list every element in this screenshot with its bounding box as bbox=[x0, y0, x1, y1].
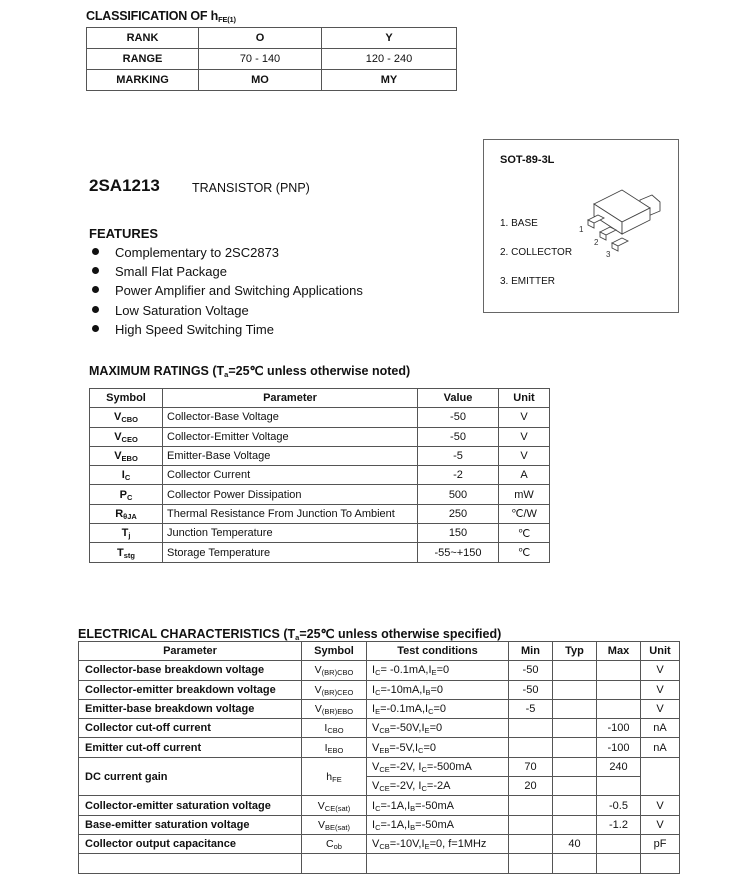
classification-row bbox=[87, 70, 457, 91]
characteristic-parameter: DC current gain bbox=[79, 757, 302, 796]
condition-variable: V bbox=[372, 741, 380, 754]
condition-subscript: C bbox=[375, 668, 381, 678]
characteristic-parameter: Emitter-base breakdown voltage bbox=[79, 699, 302, 718]
condition-variable: V bbox=[372, 780, 380, 793]
rating-value: -5 bbox=[418, 446, 499, 465]
empty-cell bbox=[79, 854, 302, 873]
condition-subscript: C bbox=[375, 687, 381, 697]
electrical-row bbox=[79, 815, 680, 834]
typ-value bbox=[553, 680, 597, 699]
unit-value: nA bbox=[641, 738, 680, 757]
rating-unit: ℃ bbox=[499, 524, 550, 543]
classification-row bbox=[87, 28, 457, 49]
feature-text: High Speed Switching Time bbox=[115, 321, 274, 337]
max-ratings-row bbox=[90, 524, 550, 543]
rating-unit: ℃/W bbox=[499, 504, 550, 523]
condition-subscript: E bbox=[375, 707, 381, 717]
typ-value: 40 bbox=[553, 834, 597, 853]
symbol-letter: V bbox=[317, 799, 325, 812]
condition-variable: I bbox=[407, 818, 411, 831]
min-value bbox=[509, 719, 553, 738]
min-value: 70 bbox=[509, 757, 553, 776]
characteristic-symbol bbox=[302, 719, 367, 738]
min-value bbox=[509, 834, 553, 853]
electrical-row-partial bbox=[79, 854, 680, 873]
characteristic-parameter: Collector cut-off current bbox=[79, 719, 302, 738]
symbol-letter: I bbox=[324, 722, 328, 735]
max-ratings-row bbox=[90, 485, 550, 504]
electrical-title-suffix: =25℃ unless otherwise specified) bbox=[299, 627, 502, 641]
rating-unit: V bbox=[499, 446, 550, 465]
condition-subscript: E bbox=[424, 726, 430, 736]
part-number: 2SA1213 bbox=[89, 176, 160, 195]
classification-title-subscript: FE(1) bbox=[218, 15, 236, 24]
min-value bbox=[509, 815, 553, 834]
condition-value: =-10mA, bbox=[380, 683, 423, 696]
condition-variable: I bbox=[421, 722, 425, 735]
rating-unit: mW bbox=[499, 485, 550, 504]
condition-subscript: CE bbox=[379, 764, 390, 774]
condition-subscript: B bbox=[425, 687, 431, 697]
feature-text: Power Amplifier and Switching Applications bbox=[115, 283, 363, 299]
condition-subscript: CE bbox=[379, 784, 390, 794]
test-condition bbox=[367, 777, 509, 796]
max-ratings-row bbox=[90, 543, 550, 562]
rating-unit: A bbox=[499, 466, 550, 485]
symbol-letter: V bbox=[113, 411, 122, 424]
symbol-letter: V bbox=[317, 818, 325, 831]
features-title: FEATURES bbox=[89, 226, 159, 241]
characteristic-symbol bbox=[302, 738, 367, 757]
max-ratings-row bbox=[90, 466, 550, 485]
sot89-package-drawing bbox=[574, 178, 674, 268]
symbol-subscript: EBO bbox=[121, 454, 138, 464]
empty-cell bbox=[553, 854, 597, 873]
classification-row-label: RANGE bbox=[87, 49, 199, 70]
typ-value bbox=[553, 738, 597, 757]
condition-value: =0 bbox=[429, 722, 443, 735]
classification-rank-o-value: O bbox=[199, 28, 322, 49]
characteristic-symbol bbox=[302, 680, 367, 699]
condition-variable: V bbox=[372, 722, 380, 735]
condition-subscript: C bbox=[375, 822, 381, 832]
characteristic-symbol bbox=[302, 699, 367, 718]
condition-variable: I bbox=[372, 683, 376, 696]
max-ratings-row bbox=[90, 446, 550, 465]
condition-value: =-50mA bbox=[415, 818, 454, 831]
condition-subscript: CB bbox=[379, 842, 390, 852]
min-value: -5 bbox=[509, 699, 553, 718]
condition-subscript: CB bbox=[379, 726, 390, 736]
header-value: Value bbox=[418, 389, 499, 408]
max-value: -1.2 bbox=[597, 815, 641, 834]
symbol-subscript: C bbox=[126, 492, 133, 502]
max-ratings-title-subscript: a bbox=[224, 370, 229, 379]
condition-variable: I bbox=[422, 683, 426, 696]
condition-variable: I bbox=[421, 838, 425, 851]
characteristic-parameter: Base-emitter saturation voltage bbox=[79, 815, 302, 834]
rating-symbol bbox=[90, 485, 163, 504]
condition-subscript: C bbox=[428, 707, 434, 717]
condition-variable: I bbox=[414, 741, 419, 754]
typ-value bbox=[553, 699, 597, 718]
bullet-icon bbox=[92, 286, 99, 293]
condition-value: =-10V, bbox=[389, 838, 422, 851]
min-value bbox=[509, 796, 553, 815]
condition-value: =0 bbox=[423, 741, 436, 754]
symbol-letter: V bbox=[314, 664, 322, 677]
typ-value bbox=[553, 796, 597, 815]
electrical-title-text: ELECTRICAL CHARACTERISTICS (T bbox=[78, 627, 296, 641]
max-ratings-title-text: MAXIMUM RATINGS (T bbox=[89, 364, 225, 378]
unit-value: V bbox=[641, 815, 680, 834]
empty-cell bbox=[302, 854, 367, 873]
characteristic-symbol bbox=[302, 815, 367, 834]
min-value: 20 bbox=[509, 777, 553, 796]
condition-variable: I bbox=[407, 799, 411, 812]
feature-text: Low Saturation Voltage bbox=[115, 302, 249, 318]
condition-value: =-2V, bbox=[389, 780, 419, 793]
classification-rank-y-value: 120 - 240 bbox=[322, 49, 457, 70]
max-value bbox=[597, 699, 641, 718]
test-condition bbox=[367, 661, 509, 680]
condition-value: =0 bbox=[436, 664, 450, 677]
symbol-subscript: CBO bbox=[121, 415, 138, 425]
rating-parameter: Collector-Base Voltage bbox=[163, 408, 418, 427]
bullet-icon bbox=[92, 306, 99, 313]
pin-number-3: 3 bbox=[606, 250, 611, 259]
max-value bbox=[597, 777, 641, 796]
condition-subscript: C bbox=[421, 764, 427, 774]
feature-item bbox=[92, 245, 279, 260]
unit-value: nA bbox=[641, 719, 680, 738]
classification-table bbox=[86, 27, 457, 91]
characteristic-parameter: Collector-base breakdown voltage bbox=[79, 661, 302, 680]
rating-symbol bbox=[90, 504, 163, 523]
unit-value: V bbox=[641, 661, 680, 680]
rating-value: -50 bbox=[418, 427, 499, 446]
bullet-icon bbox=[92, 248, 99, 255]
condition-variable: I bbox=[418, 760, 422, 773]
max-value bbox=[597, 661, 641, 680]
unit-value: V bbox=[641, 796, 680, 815]
header-max: Max bbox=[597, 642, 641, 661]
bullet-icon bbox=[92, 267, 99, 274]
rating-parameter: Thermal Resistance From Junction To Ambient bbox=[163, 504, 418, 523]
pin-label-collector: 2. COLLECTOR bbox=[500, 247, 573, 258]
header-symbol: Symbol bbox=[302, 642, 367, 661]
feature-text: Small Flat Package bbox=[115, 264, 227, 280]
condition-variable: V bbox=[372, 838, 380, 851]
characteristic-parameter: Collector output capacitance bbox=[79, 834, 302, 853]
characteristic-parameter: Emitter cut-off current bbox=[79, 738, 302, 757]
electrical-row bbox=[79, 661, 680, 680]
condition-subscript: C bbox=[418, 745, 424, 755]
part-description: TRANSISTOR (PNP) bbox=[192, 181, 310, 195]
electrical-row bbox=[79, 699, 680, 718]
rating-unit: V bbox=[499, 427, 550, 446]
test-condition bbox=[367, 680, 509, 699]
pin-number-1: 1 bbox=[579, 225, 584, 234]
condition-variable: I bbox=[372, 703, 376, 716]
feature-item bbox=[92, 283, 363, 298]
rating-symbol bbox=[90, 466, 163, 485]
condition-variable: I bbox=[425, 703, 429, 716]
rating-symbol bbox=[90, 543, 163, 562]
condition-variable: I bbox=[372, 799, 376, 812]
test-condition bbox=[367, 699, 509, 718]
rating-parameter: Emitter-Base Voltage bbox=[163, 446, 418, 465]
condition-value: =-1A, bbox=[380, 799, 408, 812]
rating-unit: V bbox=[499, 408, 550, 427]
symbol-letter: V bbox=[114, 450, 122, 463]
classification-rank-o-value: MO bbox=[199, 70, 322, 91]
condition-value: =-0.1mA, bbox=[380, 703, 426, 716]
max-ratings-row bbox=[90, 408, 550, 427]
symbol-letter: h bbox=[326, 770, 333, 783]
typ-value bbox=[553, 757, 597, 776]
symbol-letter: T bbox=[121, 527, 129, 540]
characteristic-symbol bbox=[302, 834, 367, 853]
electrical-row bbox=[79, 757, 680, 776]
electrical-title-subscript: a bbox=[295, 633, 300, 642]
package-box bbox=[483, 139, 679, 313]
min-value: -50 bbox=[509, 661, 553, 680]
typ-value bbox=[553, 719, 597, 738]
unit-value: V bbox=[641, 680, 680, 699]
classification-row-label: RANK bbox=[87, 28, 199, 49]
classification-row bbox=[87, 49, 457, 70]
header-symbol: Symbol bbox=[90, 389, 163, 408]
condition-variable: I bbox=[372, 664, 376, 677]
max-ratings-table bbox=[89, 388, 550, 563]
symbol-subscript: CBO bbox=[327, 726, 344, 736]
symbol-letter: I bbox=[324, 741, 328, 754]
characteristic-parameter: Collector-emitter breakdown voltage bbox=[79, 680, 302, 699]
typ-value bbox=[553, 777, 597, 796]
max-value: -0.5 bbox=[597, 796, 641, 815]
electrical-characteristics-title bbox=[78, 626, 501, 641]
symbol-letter: V bbox=[314, 683, 322, 696]
rating-parameter: Collector Power Dissipation bbox=[163, 485, 418, 504]
empty-cell bbox=[641, 854, 680, 873]
header-min: Min bbox=[509, 642, 553, 661]
classification-title-text: CLASSIFICATION OF h bbox=[86, 9, 219, 23]
condition-value: =-50V, bbox=[389, 722, 422, 735]
symbol-subscript: θJA bbox=[123, 511, 137, 521]
symbol-subscript: (BR)CEO bbox=[321, 687, 354, 697]
header-parameter: Parameter bbox=[79, 642, 302, 661]
characteristic-symbol bbox=[302, 796, 367, 815]
empty-cell bbox=[597, 854, 641, 873]
rating-symbol bbox=[90, 408, 163, 427]
characteristic-parameter: Collector-emitter saturation voltage bbox=[79, 796, 302, 815]
classification-title bbox=[86, 9, 236, 23]
symbol-subscript: EBO bbox=[327, 745, 344, 755]
condition-value: =0, f=1MHz bbox=[429, 838, 487, 851]
condition-value: =0 bbox=[433, 703, 447, 716]
empty-cell bbox=[367, 854, 509, 873]
condition-variable: V bbox=[372, 760, 380, 773]
max-value: -100 bbox=[597, 719, 641, 738]
max-value: -100 bbox=[597, 738, 641, 757]
condition-value: =-500mA bbox=[426, 760, 472, 773]
feature-item bbox=[92, 322, 274, 337]
condition-subscript: C bbox=[375, 803, 381, 813]
characteristic-symbol bbox=[302, 661, 367, 680]
symbol-letter: P bbox=[119, 488, 127, 501]
electrical-row bbox=[79, 719, 680, 738]
symbol-letter: V bbox=[314, 703, 322, 716]
symbol-subscript: C bbox=[124, 473, 131, 483]
symbol-letter: V bbox=[114, 430, 122, 443]
max-value bbox=[597, 834, 641, 853]
test-condition bbox=[367, 815, 509, 834]
electrical-header-row bbox=[79, 642, 680, 661]
condition-subscript: E bbox=[424, 842, 430, 852]
symbol-subscript: (BR)EBO bbox=[321, 707, 354, 717]
test-condition bbox=[367, 738, 509, 757]
classification-rank-y-value: Y bbox=[322, 28, 457, 49]
rating-value: -55~+150 bbox=[418, 543, 499, 562]
rating-parameter: Storage Temperature bbox=[163, 543, 418, 562]
pin-label-base: 1. BASE bbox=[500, 218, 538, 229]
condition-value: = -0.1mA, bbox=[380, 664, 429, 677]
typ-value bbox=[553, 815, 597, 834]
rating-unit: ℃ bbox=[499, 543, 550, 562]
max-value: 240 bbox=[597, 757, 641, 776]
package-title: SOT-89-3L bbox=[500, 154, 555, 166]
header-typ: Typ bbox=[553, 642, 597, 661]
classification-row-label: MARKING bbox=[87, 70, 199, 91]
rating-symbol bbox=[90, 446, 163, 465]
feature-item bbox=[92, 264, 227, 279]
max-ratings-title-suffix: =25℃ unless otherwise noted) bbox=[228, 364, 411, 378]
pin-number-2: 2 bbox=[594, 238, 599, 247]
symbol-subscript: CEO bbox=[121, 434, 138, 444]
condition-value: =-1A, bbox=[380, 818, 408, 831]
symbol-letter: R bbox=[115, 507, 124, 520]
rating-value: 250 bbox=[418, 504, 499, 523]
symbol-letter: I bbox=[121, 469, 125, 482]
electrical-row bbox=[79, 834, 680, 853]
header-unit: Unit bbox=[499, 389, 550, 408]
rating-value: 500 bbox=[418, 485, 499, 504]
symbol-subscript: j bbox=[128, 531, 131, 541]
classification-rank-o-value: 70 - 140 bbox=[199, 49, 322, 70]
condition-variable: I bbox=[418, 780, 422, 793]
condition-value: =0 bbox=[430, 683, 443, 696]
empty-cell bbox=[509, 854, 553, 873]
condition-subscript: C bbox=[421, 784, 427, 794]
max-ratings-title bbox=[89, 363, 410, 378]
symbol-subscript: FE bbox=[332, 774, 342, 784]
rating-parameter: Junction Temperature bbox=[163, 524, 418, 543]
symbol-letter: T bbox=[117, 546, 124, 559]
symbol-subscript: stg bbox=[123, 550, 135, 560]
test-condition bbox=[367, 796, 509, 815]
condition-value: =-5V, bbox=[389, 741, 415, 754]
symbol-letter: C bbox=[326, 838, 334, 851]
min-value: -50 bbox=[509, 680, 553, 699]
test-condition bbox=[367, 719, 509, 738]
symbol-subscript: BE(sat) bbox=[325, 822, 351, 832]
test-condition bbox=[367, 834, 509, 853]
header-test-conditions: Test conditions bbox=[367, 642, 509, 661]
condition-subscript: E bbox=[431, 668, 437, 678]
electrical-characteristics-table bbox=[78, 641, 680, 874]
rating-value: -50 bbox=[418, 408, 499, 427]
condition-value: =-2A bbox=[426, 780, 451, 793]
header-unit: Unit bbox=[641, 642, 680, 661]
condition-value: =-50mA bbox=[415, 799, 454, 812]
classification-rank-y-value: MY bbox=[322, 70, 457, 91]
characteristic-symbol bbox=[302, 757, 367, 796]
test-condition bbox=[367, 757, 509, 776]
rating-symbol bbox=[90, 427, 163, 446]
min-value bbox=[509, 738, 553, 757]
electrical-row bbox=[79, 738, 680, 757]
feature-text: Complementary to 2SC2873 bbox=[115, 245, 280, 260]
max-ratings-header-row bbox=[90, 389, 550, 408]
bullet-icon bbox=[92, 325, 99, 332]
symbol-subscript: (BR)CBO bbox=[321, 668, 354, 678]
typ-value bbox=[553, 661, 597, 680]
max-ratings-row bbox=[90, 427, 550, 446]
condition-subscript: B bbox=[410, 822, 416, 832]
rating-value: 150 bbox=[418, 524, 499, 543]
rating-symbol bbox=[90, 524, 163, 543]
electrical-row bbox=[79, 796, 680, 815]
condition-subscript: B bbox=[410, 803, 416, 813]
condition-subscript: EB bbox=[379, 745, 390, 755]
feature-item bbox=[92, 303, 249, 318]
symbol-subscript: ob bbox=[333, 842, 342, 852]
unit-value: pF bbox=[641, 834, 680, 853]
condition-value: =-2V, bbox=[389, 760, 419, 773]
electrical-row bbox=[79, 680, 680, 699]
symbol-subscript: CE(sat) bbox=[324, 803, 351, 813]
rating-value: -2 bbox=[418, 466, 499, 485]
unit-value: V bbox=[641, 699, 680, 718]
unit-value bbox=[641, 757, 680, 796]
pin-label-emitter: 3. EMITTER bbox=[500, 276, 556, 287]
rating-parameter: Collector Current bbox=[163, 466, 418, 485]
condition-variable: I bbox=[372, 818, 376, 831]
max-value bbox=[597, 680, 641, 699]
max-ratings-row bbox=[90, 504, 550, 523]
header-parameter: Parameter bbox=[163, 389, 418, 408]
rating-parameter: Collector-Emitter Voltage bbox=[163, 427, 418, 446]
condition-variable: I bbox=[428, 664, 432, 677]
